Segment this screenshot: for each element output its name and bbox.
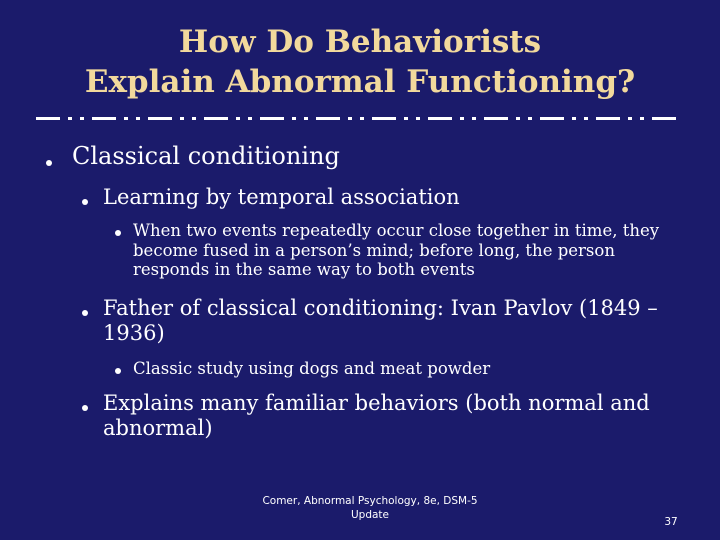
bullet-temporal-association: Learning by temporal association — [103, 185, 460, 209]
bullet-classical-conditioning: Classical conditioning — [72, 142, 340, 170]
footer-citation — [250, 494, 490, 522]
bullet-familiar-behaviors: Explains many familiar behaviors (both normal and abnormal) — [103, 391, 650, 440]
title-line-2: Explain Abnormal Functioning? — [84, 64, 636, 100]
title-line-1: How Do Behaviorists — [178, 24, 542, 60]
bullet-dot — [46, 160, 52, 166]
bullet-dot — [82, 405, 88, 411]
bullet-dogs-meat-powder: Classic study using dogs and meat powder — [133, 359, 491, 378]
page-number: 37 — [664, 516, 678, 528]
bullet-ivan-pavlov: Father of classical conditioning: Ivan Pavlov (1849 – 1936) — [103, 296, 658, 345]
bullet-dot — [115, 230, 121, 236]
title-divider — [36, 112, 686, 124]
bullet-dot — [82, 310, 88, 316]
bullet-dot — [115, 368, 121, 374]
bullet-events-fused: When two events repeatedly occur close together in time, they become fused in a person’s mind; before long, the person responds in the same way to both events — [133, 221, 660, 279]
footer-line-2: Update — [350, 509, 390, 521]
slide-title — [0, 22, 720, 102]
bullet-dot — [82, 199, 88, 205]
footer-line-1: Comer, Abnormal Psychology, 8e, DSM-5 — [262, 495, 478, 507]
